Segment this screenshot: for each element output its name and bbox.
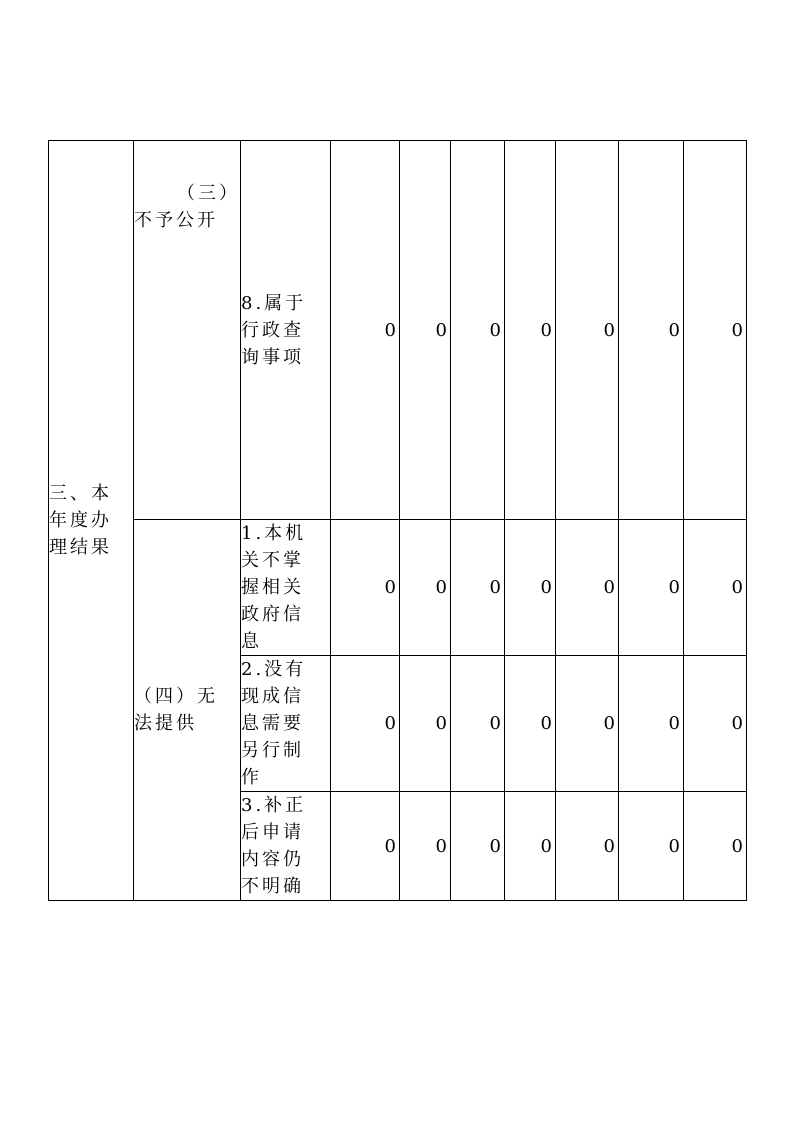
- item-label-line: 8.属于: [241, 292, 307, 314]
- group-title-line: 法提供: [134, 713, 197, 734]
- item-label-line: 握相关: [241, 577, 304, 598]
- item-label-line: 1.本机: [241, 523, 307, 544]
- section-heading-line: 理结果: [49, 537, 112, 558]
- item-label-cell: [241, 520, 331, 656]
- item-label-line: 现成信: [241, 686, 304, 707]
- group-title-cell: [134, 141, 241, 520]
- table-row: [49, 520, 747, 656]
- item-label-line: 3.补正: [241, 795, 307, 816]
- item-label-line: 2.没有: [241, 659, 307, 680]
- item-label-cell: [241, 141, 331, 520]
- table-row: [49, 141, 747, 520]
- group-title-line: （四）无: [134, 686, 218, 707]
- group-title-cell: [134, 520, 241, 901]
- value-cell: 0: [505, 656, 556, 792]
- value-cell: 0: [619, 792, 684, 901]
- value-cell: 0: [619, 520, 684, 656]
- value-cell: 0: [505, 141, 556, 520]
- value-cell: 0: [451, 792, 505, 901]
- item-label-line: 内容仍: [241, 849, 304, 870]
- item-label-line: 政府信: [241, 604, 304, 625]
- value-cell: 0: [505, 520, 556, 656]
- item-label-line: 作: [241, 767, 262, 788]
- section-heading-line: 三、本: [49, 483, 112, 504]
- value-cell: 0: [331, 141, 400, 520]
- item-label-line: 息: [241, 631, 262, 652]
- item-label-line: 关不掌: [241, 550, 304, 571]
- section-heading-cell: [49, 141, 134, 901]
- value-cell: 0: [331, 656, 400, 792]
- value-cell: 0: [451, 141, 505, 520]
- item-label-line: 另行制: [241, 740, 304, 761]
- value-cell: 0: [400, 792, 451, 901]
- value-cell: 0: [505, 792, 556, 901]
- value-cell: 0: [400, 656, 451, 792]
- item-label-line: 行政查: [241, 319, 304, 341]
- value-cell: 0: [619, 141, 684, 520]
- value-cell: 0: [556, 141, 619, 520]
- value-cell: 0: [400, 520, 451, 656]
- group-title-line: 不予公开: [134, 210, 218, 231]
- value-cell: 0: [556, 656, 619, 792]
- value-cell: 0: [400, 141, 451, 520]
- value-cell: 0: [684, 141, 747, 520]
- value-cell: 0: [556, 520, 619, 656]
- value-cell: 0: [684, 520, 747, 656]
- value-cell: 0: [619, 656, 684, 792]
- item-label-line: 不明确: [241, 876, 304, 897]
- value-cell: 0: [451, 656, 505, 792]
- item-label-line: 后申请: [241, 822, 304, 843]
- value-cell: 0: [684, 656, 747, 792]
- results-table: [48, 140, 747, 901]
- value-cell: 0: [451, 520, 505, 656]
- item-label-cell: [241, 656, 331, 792]
- section-heading-line: 年度办: [49, 510, 112, 531]
- value-cell: 0: [684, 792, 747, 901]
- group-title-line: （三）: [177, 183, 240, 204]
- value-cell: 0: [556, 792, 619, 901]
- item-label-cell: [241, 792, 331, 901]
- item-label-line: 询事项: [241, 346, 304, 368]
- value-cell: 0: [331, 792, 400, 901]
- item-label-line: 息需要: [241, 713, 304, 734]
- value-cell: 0: [331, 520, 400, 656]
